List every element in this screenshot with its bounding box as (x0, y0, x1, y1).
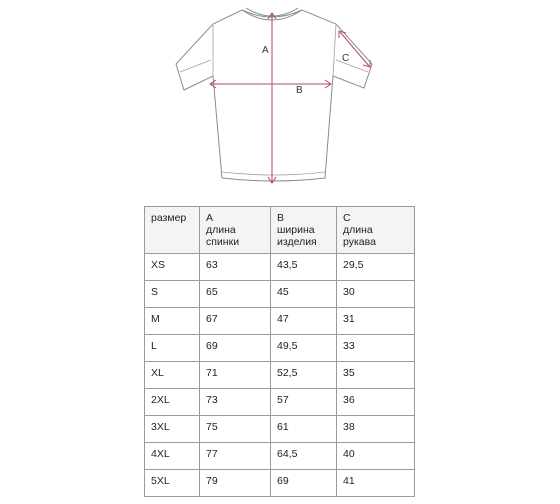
cell-c: 40 (337, 443, 415, 470)
cell-a: 63 (200, 254, 271, 281)
cell-a: 79 (200, 470, 271, 497)
table-row (145, 389, 415, 416)
label-c: C (342, 53, 350, 64)
table-header-row (145, 207, 415, 254)
cell-c: 29,5 (337, 254, 415, 281)
cell-size: 4XL (145, 443, 200, 470)
table-row (145, 443, 415, 470)
cell-b: 57 (271, 389, 337, 416)
t-shirt-seams (180, 24, 368, 175)
cell-b: 49,5 (271, 335, 337, 362)
label-b: B (296, 85, 303, 96)
table-row (145, 308, 415, 335)
cell-c: 41 (337, 470, 415, 497)
table-row (145, 281, 415, 308)
cell-b: 64,5 (271, 443, 337, 470)
cell-a: 73 (200, 389, 271, 416)
t-shirt-diagram (0, 0, 560, 196)
cell-b: 47 (271, 308, 337, 335)
table-row (145, 416, 415, 443)
cell-b: 61 (271, 416, 337, 443)
cell-c: 30 (337, 281, 415, 308)
size-table (144, 206, 415, 497)
label-a: A (262, 45, 269, 56)
cell-b: 43,5 (271, 254, 337, 281)
cell-size: 3XL (145, 416, 200, 443)
cell-c: 33 (337, 335, 415, 362)
cell-size: L (145, 335, 200, 362)
cell-size: XS (145, 254, 200, 281)
header-sleeve-length: C длина рукава (337, 207, 415, 254)
cell-b: 52,5 (271, 362, 337, 389)
cell-a: 75 (200, 416, 271, 443)
cell-size: XL (145, 362, 200, 389)
cell-a: 77 (200, 443, 271, 470)
table-row (145, 335, 415, 362)
cell-a: 69 (200, 335, 271, 362)
cell-b: 69 (271, 470, 337, 497)
cell-a: 67 (200, 308, 271, 335)
cell-c: 31 (337, 308, 415, 335)
header-back-length: A длина спинки (200, 207, 271, 254)
table-row (145, 470, 415, 497)
cell-a: 71 (200, 362, 271, 389)
cell-size: M (145, 308, 200, 335)
cell-c: 38 (337, 416, 415, 443)
cell-size: S (145, 281, 200, 308)
header-width: B ширина изделия (271, 207, 337, 254)
cell-c: 35 (337, 362, 415, 389)
cell-b: 45 (271, 281, 337, 308)
table-row (145, 254, 415, 281)
cell-size: 5XL (145, 470, 200, 497)
cell-size: 2XL (145, 389, 200, 416)
table-row (145, 362, 415, 389)
cell-c: 36 (337, 389, 415, 416)
header-size: размер (145, 207, 200, 254)
cell-a: 65 (200, 281, 271, 308)
